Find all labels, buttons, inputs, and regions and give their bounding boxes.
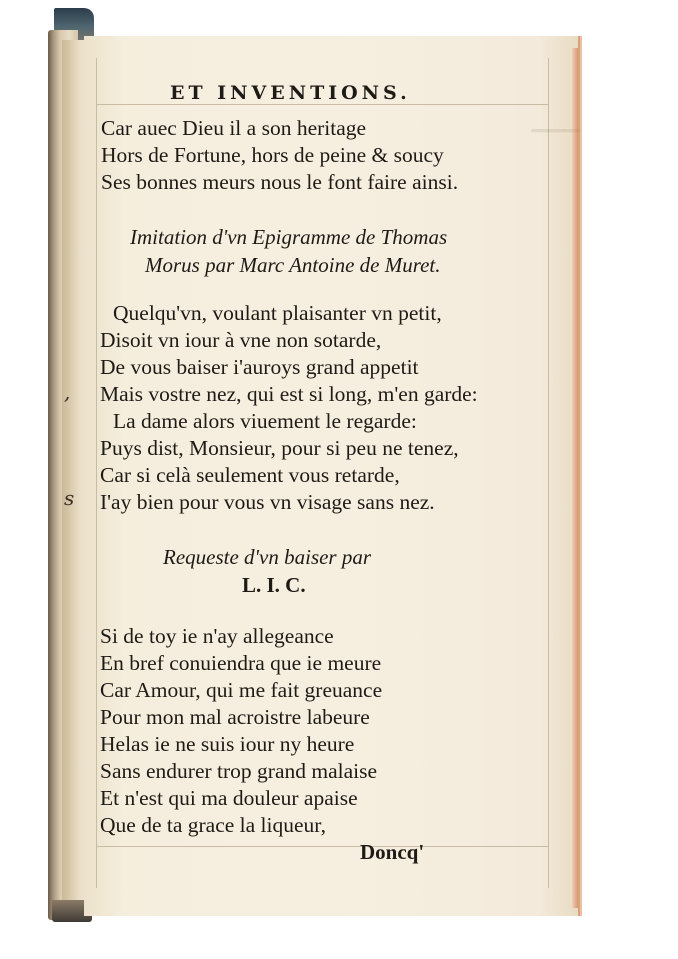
verse-line: En bref conuiendra que ie meure [100, 651, 382, 675]
frame-rule-top [96, 104, 548, 105]
verse-line: Car Amour, qui me fait greuance [100, 678, 383, 702]
verse-line: I'ay bien pour vous vn visage sans nez. [100, 490, 435, 514]
verse-line: Que de ta grace la liqueur, [100, 813, 326, 837]
verse-line: Sans endurer trop grand malaise [100, 759, 378, 783]
page-fore-edge [572, 48, 578, 908]
left-page-mark: , [64, 380, 71, 404]
verse-line: Disoit vn iour à vne non sotarde, [100, 328, 382, 352]
poem-title-line: Requeste d'vn baiser par [163, 545, 372, 569]
verse-line: La dame alors viuement le regarde: [113, 409, 417, 433]
frame-rule-bottom [96, 846, 548, 847]
verse-line: Car si celà seulement vous retarde, [100, 463, 400, 487]
catchword: Doncq' [360, 840, 425, 864]
verse-line: Si de toy ie n'ay allegeance [100, 624, 334, 648]
poem-title-line: Imitation d'vn Epigramme de Thomas [130, 225, 448, 249]
left-page-mark: s [64, 486, 75, 510]
verse-line: Ses bonnes meurs nous le font faire ainsi. [101, 170, 459, 194]
verse-line: Car auec Dieu il a son heritage [101, 116, 367, 140]
poem-title-line: Morus par Marc Antoine de Muret. [145, 253, 441, 277]
verse-line: Et n'est qui ma douleur apaise [100, 786, 358, 810]
frame-rule-left [96, 58, 97, 888]
verse-line: Hors de Fortune, hors de peine & soucy [101, 143, 444, 167]
verse-line: Pour mon mal acroistre labeure [100, 705, 370, 729]
show-through: ▁▁▁ [531, 108, 580, 132]
verse-line: Quelqu'vn, voulant plaisanter vn petit, [113, 301, 442, 325]
running-header: ET INVENTIONS. [170, 82, 411, 104]
poem-author: L. I. C. [242, 573, 306, 597]
verse-line: Helas ie ne suis iour ny heure [100, 732, 355, 756]
verse-line: Mais vostre nez, qui est si long, m'en garde: [100, 382, 478, 406]
verse-line: De vous baiser i'auroys grand appetit [100, 355, 419, 379]
verse-line: Puys dist, Monsieur, pour si peu ne tenez, [100, 436, 459, 460]
frame-rule-right [548, 58, 549, 888]
